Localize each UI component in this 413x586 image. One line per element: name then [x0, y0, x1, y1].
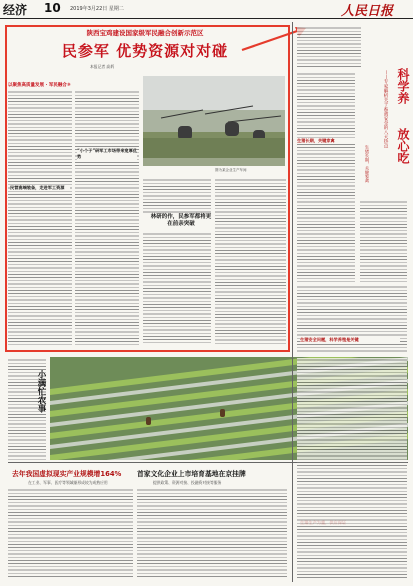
issue-date: 2019年3月22日 星期二 — [70, 6, 124, 12]
text-column — [297, 72, 355, 282]
text-column — [143, 178, 211, 214]
newspaper-logo: 人民日报 — [340, 4, 393, 19]
sidebar-title: 科学养 — [396, 68, 410, 104]
feature-headline: 民参军 优势资源对对碰 — [61, 42, 229, 60]
photo-caption: 图为某企业生产车间 — [215, 168, 247, 172]
text-column — [297, 26, 361, 68]
text-column — [360, 200, 407, 282]
text-column — [8, 488, 133, 578]
sidebar-subtitle-2: 生猪长期，关键家禽 — [365, 145, 370, 183]
text-column — [75, 90, 139, 345]
feature-kicker: 陕西宝鸡建设国家级军民融合创新示范区 — [86, 29, 204, 37]
section-name: 经济 — [3, 3, 28, 17]
feature-byline: 本报记者 高炳 — [90, 64, 114, 69]
text-column — [297, 358, 407, 578]
article-1-subtitle: 在工业、军事、医疗等领域渐形成较为成熟应用 — [28, 480, 108, 485]
feature-subhead-2: “小个子”研军工市场带来宽厚优势 — [77, 148, 137, 159]
text-column — [143, 232, 211, 345]
feature-rubric: 以聚焦高质量发展 · 军民融合⑨ — [8, 82, 128, 88]
photo-story-title: 小满忙农事 — [36, 370, 46, 413]
article-1-title: 去年我国虚拟现实产业规模增164% — [12, 470, 122, 478]
feature-center-subhead: 林研的作，民参军都将更在前亲突破 — [150, 214, 212, 227]
sidebar-title-2: 放心吃 — [396, 128, 410, 164]
column-rule — [292, 22, 293, 582]
page-number: 10 — [44, 1, 61, 15]
sidebar-subtitle: ——专家解析关于畜禽安全的八大热点 — [383, 70, 388, 149]
feature-photo — [143, 76, 285, 166]
sidebar-subhead-2: 生猪安全问题，科学养殖是关键 — [300, 337, 400, 343]
text-column — [215, 178, 286, 345]
sidebar-subhead-1: 生猪长期，关键家禽 — [297, 138, 355, 144]
article-2-subtitle: 提供政策、资源对接、投融资对接等服务 — [153, 480, 222, 485]
text-column — [137, 488, 287, 578]
article-2-title: 首家文化企业上市培育基地在京挂牌 — [137, 470, 246, 478]
text-column — [8, 90, 72, 345]
feature-subhead-1: 民营高端装备，走进军工资源 — [10, 185, 70, 191]
